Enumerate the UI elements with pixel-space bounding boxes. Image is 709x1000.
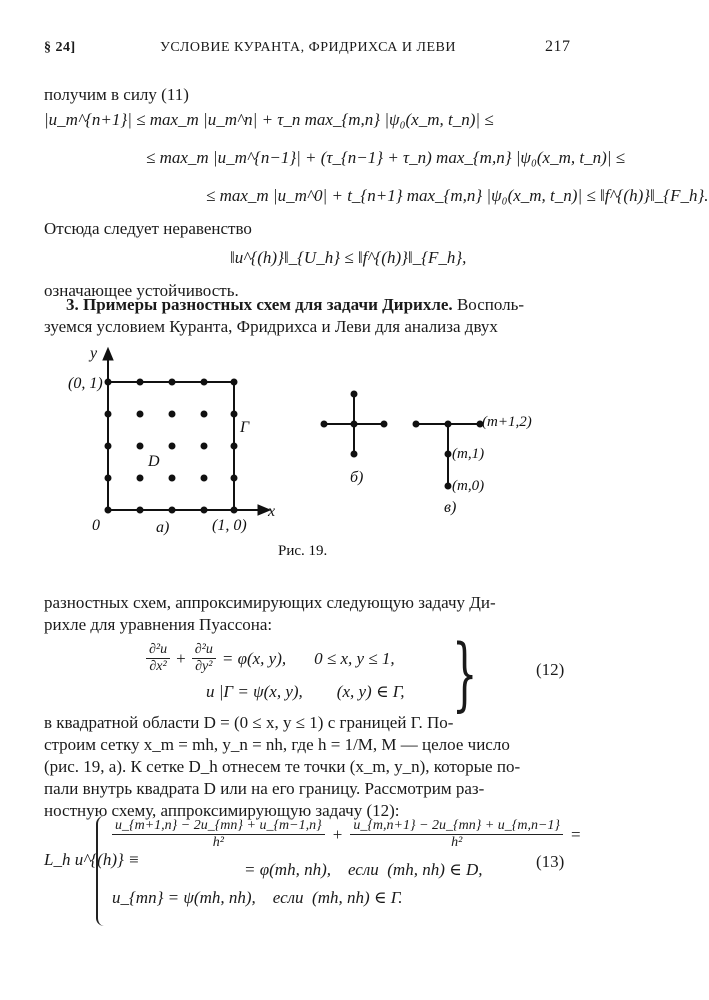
interior-dots	[137, 411, 207, 481]
eq-stability: ‖u^{(h)}‖_{U_h} ≤ ‖f^{(h)}‖_{F_h},	[230, 248, 467, 267]
running-title: УСЛОВИЕ КУРАНТА, ФРИДРИХСА И ЛЕВИ	[160, 40, 456, 55]
d2u-dx2: $\frac{\text{∂²u}}{\text{∂x²}}$	[146, 642, 170, 675]
grid-point	[169, 507, 175, 513]
grid-point	[231, 411, 237, 417]
label-1-0: (1, 0)	[212, 517, 247, 534]
para-poisson-line2: рихле для уравнения Пуассона:	[44, 615, 273, 634]
label-b: б)	[350, 469, 364, 486]
stencil-point	[413, 421, 419, 427]
eq12-number: (12)	[536, 660, 565, 679]
section-ref: § 24]	[44, 40, 76, 55]
section3-line1	[66, 294, 524, 316]
grid-point	[105, 379, 111, 385]
stencil-point	[445, 483, 451, 489]
para-grid-line5: ностную схему, аппроксимирующую задачу (12):	[44, 801, 400, 820]
stencil-point	[351, 451, 357, 457]
figure-caption: Рис. 19.	[278, 543, 328, 559]
grid-point	[137, 379, 143, 385]
grid-point	[137, 443, 143, 449]
grid-point	[231, 507, 237, 513]
grid-point	[169, 411, 175, 417]
eq13-line2: = φ(mh, nh), если (mh, nh) ∈ D,	[244, 860, 483, 879]
grid-point	[169, 379, 175, 385]
y-axis-arrow	[103, 348, 113, 360]
eq-chain-line3: ≤ max_m |u_m^0| + t_{n+1} max_{m,n} |ψ₀(x_m, t_n)| ≤ ‖f^{(h)}‖_{F_h}.	[206, 186, 709, 205]
grid-point	[105, 507, 111, 513]
eq13-frac-y: $\frac{u\_\{m,n+1\} - 2u\_\{mn\} + u\_\{m,n-1\}}{\text{h²}}$	[350, 818, 563, 851]
grid-point	[105, 411, 111, 417]
eq13-lhs: L_h u^{(h)} ≡	[44, 850, 140, 869]
label-m1-2: (m+1,2)	[482, 414, 532, 430]
para-intro: получим в силу (11)	[44, 85, 189, 104]
label-origin: 0	[92, 517, 100, 534]
stencil-point	[351, 421, 357, 427]
stencil-point	[445, 451, 451, 457]
eq13-line1: $\frac{u\_\{m+1,n\} - 2u\_\{mn\} + u\_\{m-1,n\}}{\text{h²}}$ + $\frac{u\_\{m,n+1\} - 2u\_\{mn\} + u\_\{m,n-1\}}{\text{h²}}$ =	[112, 818, 581, 851]
eq12-line2: u |Γ = ψ(x, y), (x, y) ∈ Γ,	[206, 682, 405, 701]
para-poisson-line1: разностных схем, аппроксимирующих следующую задачу Ди-	[44, 593, 496, 612]
figure-panel-b	[321, 391, 387, 457]
label-gamma: Γ	[240, 419, 250, 436]
section3-heading: 3. Примеры разностных схем для задачи Дирихле.	[66, 295, 453, 314]
grid-point	[231, 475, 237, 481]
para-grid-line2: строим сетку x_m = mh, y_n = nh, где h = 1/M, M — целое число	[44, 735, 510, 754]
grid-point	[137, 411, 143, 417]
stencil-point	[351, 391, 357, 397]
para-stability: означающее устойчивость.	[44, 281, 239, 300]
stencil-point	[321, 421, 327, 427]
d2u-dy2: $\frac{\text{∂²u}}{\text{∂y²}}$	[192, 642, 216, 675]
grid-point	[201, 475, 207, 481]
grid-point	[201, 507, 207, 513]
label-m-1: (m,1)	[452, 446, 485, 462]
label-m-0: (m,0)	[452, 478, 485, 494]
eq13-brace	[96, 816, 112, 926]
para-grid-line4: пали внутрь квадрата D или на его границу. Рассмотрим раз-	[44, 779, 485, 798]
figure-19	[60, 340, 560, 570]
eq13-frac-x: $\frac{u\_\{m+1,n\} - 2u\_\{mn\} + u\_\{m-1,n\}}{\text{h²}}$	[112, 818, 325, 851]
label-y: y	[90, 345, 98, 362]
grid-point	[201, 411, 207, 417]
eq12-line1: $\frac{\text{∂²u}}{\text{∂x²}}$ + $\frac{\text{∂²u}}{\text{∂y²}}$ = φ(x, y), 0 ≤ x, y ≤ 1,	[146, 642, 395, 675]
grid-point	[201, 443, 207, 449]
grid-point	[231, 443, 237, 449]
grid-point	[201, 379, 207, 385]
eq13-line3: u_{mn} = ψ(mh, nh), если (mh, nh) ∈ Γ.	[112, 888, 403, 907]
stencil-point	[445, 421, 451, 427]
label-a: а)	[156, 519, 170, 536]
section3-text: Восполь-	[452, 295, 525, 314]
grid-point	[231, 379, 237, 385]
page-number: 217	[545, 38, 571, 55]
eq12-brace: }	[452, 627, 478, 720]
label-x: x	[268, 503, 276, 520]
grid-point	[105, 443, 111, 449]
para-grid-line3: (рис. 19, а). К сетке D_h отнесем те точки (x_m, y_n), которые по-	[44, 757, 521, 776]
grid-point	[169, 443, 175, 449]
eq-chain-line1: |u_m^{n+1}| ≤ max_m |u_m^n| + τ_n max_{m,n} |ψ₀(x_m, t_n)| ≤	[44, 110, 494, 129]
section3-line2: зуемся условием Куранта, Фридрихса и Леви для анализа двух	[44, 317, 498, 336]
para-consequence: Отсюда следует неравенство	[44, 219, 252, 238]
eq13-number: (13)	[536, 852, 565, 871]
grid-point	[169, 475, 175, 481]
label-0-1: (0, 1)	[68, 375, 103, 392]
grid-point	[105, 475, 111, 481]
label-v: в)	[444, 499, 457, 516]
para-grid-line1: в квадратной области D = (0 ≤ x, y ≤ 1) с границей Γ. По-	[44, 713, 454, 732]
grid-point	[137, 507, 143, 513]
stencil-point	[381, 421, 387, 427]
label-D: D	[148, 453, 160, 470]
grid-point	[137, 475, 143, 481]
eq-chain-line2: ≤ max_m |u_m^{n−1}| + (τ_{n−1} + τ_n) max_{m,n} |ψ₀(x_m, t_n)| ≤	[146, 148, 626, 167]
